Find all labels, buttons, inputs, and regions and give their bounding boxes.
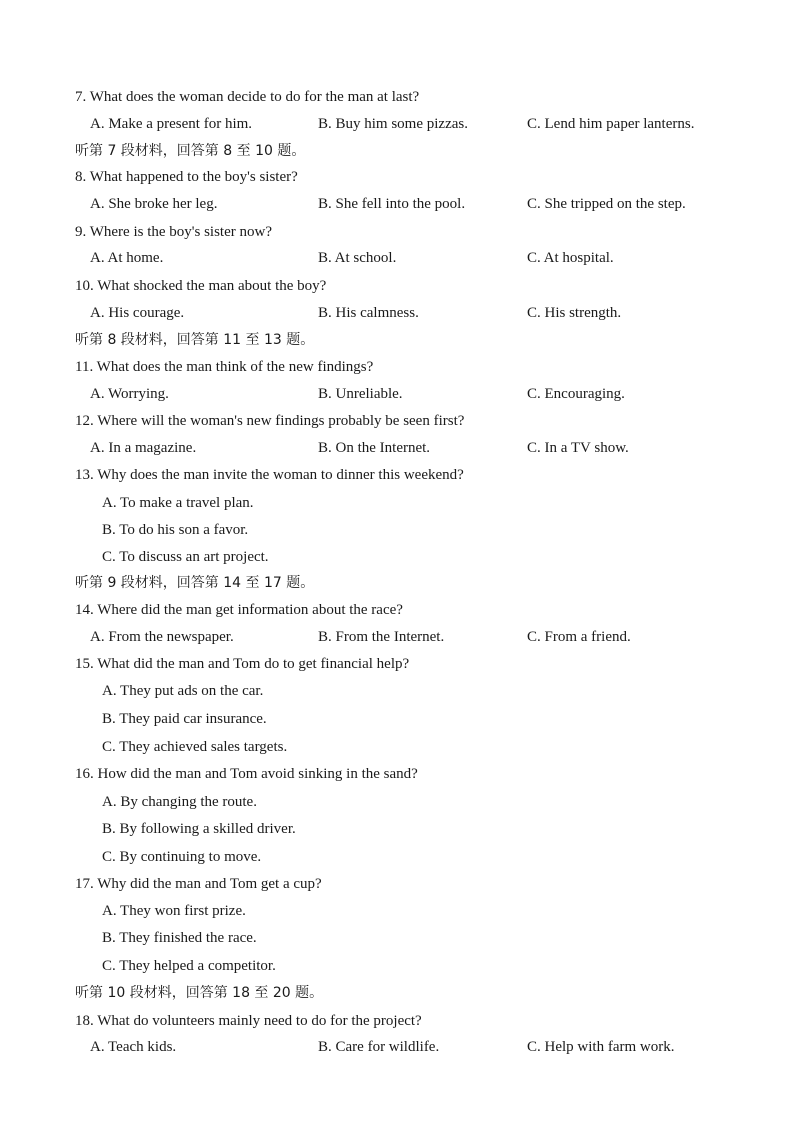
answer-option-c: C. From a friend. xyxy=(527,629,631,645)
section-heading: 听第 7 段材料，回答第 8 至 10 题。 xyxy=(75,143,306,159)
answer-option: A. By changing the route. xyxy=(102,794,257,810)
answer-option: B. To do his son a favor. xyxy=(102,522,249,538)
question-stem: 9. Where is the boy's sister now? xyxy=(75,224,272,240)
answer-option-a: A. Make a present for him. xyxy=(90,116,253,132)
section-heading: 听第 10 段材料，回答第 18 至 20 题。 xyxy=(75,985,324,1001)
answer-option-a: A. In a magazine. xyxy=(90,440,197,456)
answer-option-b: B. From the Internet. xyxy=(318,629,445,645)
answer-option-c: C. His strength. xyxy=(527,305,622,321)
answer-option: C. They helped a competitor. xyxy=(102,958,276,974)
answer-option-b: B. She fell into the pool. xyxy=(318,196,466,212)
answer-option-a: A. Teach kids. xyxy=(90,1039,177,1055)
question-stem: 11. What does the man think of the new findings? xyxy=(75,359,374,375)
answer-option-c: C. At hospital. xyxy=(527,250,614,266)
answer-option: A. To make a travel plan. xyxy=(102,495,254,511)
question-stem: 18. What do volunteers mainly need to do for the project? xyxy=(75,1013,422,1029)
answer-option-c: C. Encouraging. xyxy=(527,386,625,402)
answer-option: B. They finished the race. xyxy=(102,930,257,946)
answer-option-a: A. She broke her leg. xyxy=(90,196,218,212)
answer-option-b: B. At school. xyxy=(318,250,397,266)
answer-option: A. They won first prize. xyxy=(102,903,246,919)
answer-option-b: B. Unreliable. xyxy=(318,386,403,402)
answer-option: B. They paid car insurance. xyxy=(102,711,267,727)
answer-option: B. By following a skilled driver. xyxy=(102,821,296,837)
answer-option-c: C. In a TV show. xyxy=(527,440,629,456)
answer-option-a: A. His courage. xyxy=(90,305,185,321)
answer-option-b: B. On the Internet. xyxy=(318,440,431,456)
answer-option-b: B. Care for wildlife. xyxy=(318,1039,440,1055)
answer-option-a: A. At home. xyxy=(90,250,164,266)
section-heading: 听第 8 段材料，回答第 11 至 13 题。 xyxy=(75,332,315,348)
question-stem: 7. What does the woman decide to do for the man at last? xyxy=(75,89,420,105)
question-stem: 16. How did the man and Tom avoid sinking in the sand? xyxy=(75,766,418,782)
answer-option: C. By continuing to move. xyxy=(102,849,262,865)
answer-option-a: A. From the newspaper. xyxy=(90,629,234,645)
answer-option: C. They achieved sales targets. xyxy=(102,739,288,755)
answer-option-c: C. Help with farm work. xyxy=(527,1039,675,1055)
answer-option-b: B. Buy him some pizzas. xyxy=(318,116,468,132)
answer-option-a: A. Worrying. xyxy=(90,386,169,402)
answer-option-c: C. Lend him paper lanterns. xyxy=(527,116,695,132)
question-stem: 8. What happened to the boy's sister? xyxy=(75,169,298,185)
question-stem: 12. Where will the woman's new findings probably be seen first? xyxy=(75,413,465,429)
question-stem: 15. What did the man and Tom do to get financial help? xyxy=(75,656,410,672)
section-heading: 听第 9 段材料，回答第 14 至 17 题。 xyxy=(75,575,315,591)
answer-option-b: B. His calmness. xyxy=(318,305,419,321)
answer-option: C. To discuss an art project. xyxy=(102,549,269,565)
question-stem: 10. What shocked the man about the boy? xyxy=(75,278,327,294)
answer-option-c: C. She tripped on the step. xyxy=(527,196,686,212)
answer-option: A. They put ads on the car. xyxy=(102,683,264,699)
question-stem: 17. Why did the man and Tom get a cup? xyxy=(75,876,322,892)
question-stem: 13. Why does the man invite the woman to dinner this weekend? xyxy=(75,467,464,483)
question-stem: 14. Where did the man get information about the race? xyxy=(75,602,403,618)
